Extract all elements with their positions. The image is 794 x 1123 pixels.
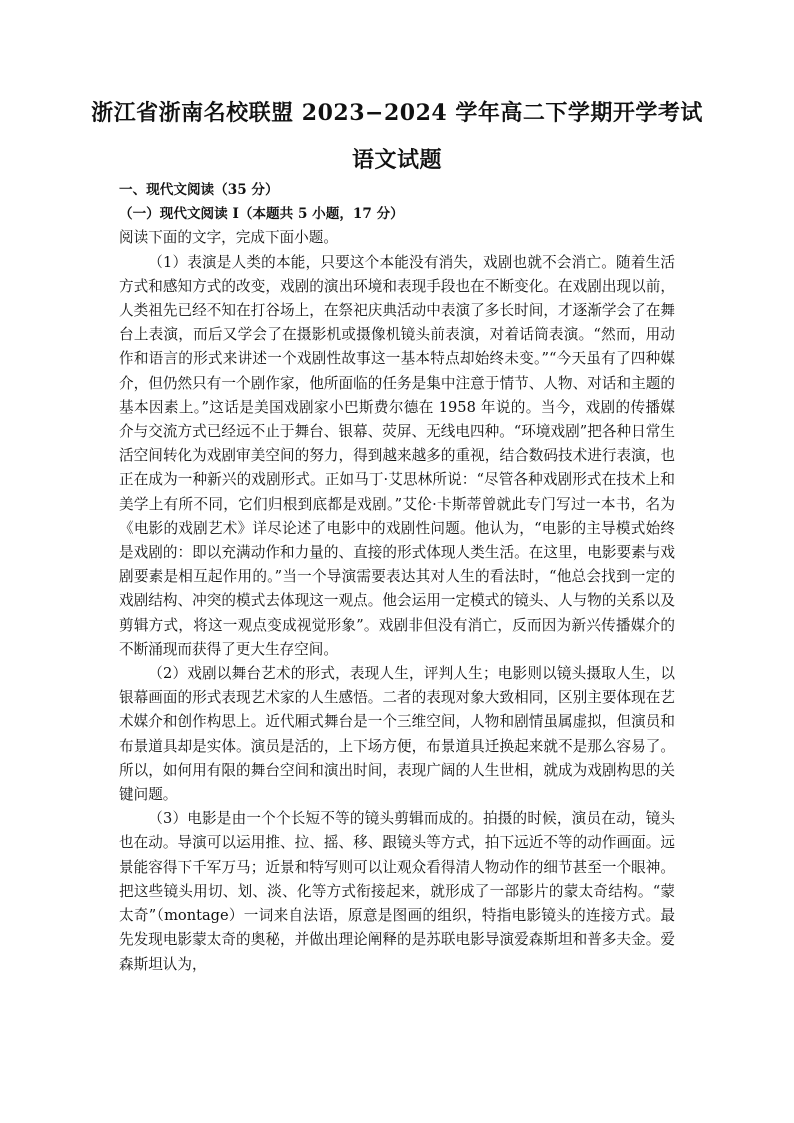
exam-content [119,178,675,977]
paragraph-3: （3）电影是由一个个长短不等的镜头剪辑而成的。拍摄的时候，演员在动，镜头也在动。导演可以运用推、拉、摇、移、跟镜头等方式，拍下远近不等的动作画面。远景能容得下千军万马；近景和特写则可以让观众看得清人物动作的细节甚至一个眼神。把这些镜头用切、划、淡、化等方式衔接起来，就形成了一部影片的蒙太奇结构。“蒙太奇”（montage）一词来自法语，原意是图画的组织，特指电影镜头的连接方式。最先发现电影蒙太奇的奥秘，并做出理论阐释的是苏联电影导演爱森斯坦和普多夫金。爱森斯坦认为， [119,810,675,973]
reading-instruction: 阅读下面的文字，完成下面小题。 [119,229,338,247]
section-heading: 一、现代文阅读（35 分） [119,182,279,198]
paragraph-2: （2）戏剧以舞台艺术的形式，表现人生，评判人生；电影则以镜头摄取人生，以银幕画面的形式表现艺术家的人生感悟。二者的表现对象大致相同，区别主要体现在艺术媒介和创作构思上。近代厢式舞台是一个三维空间，人物和剧情虽属虚拟，但演员和布景道具却是实体。演员是活的，上下场方便，布景道具迁换起来就不是那么容易了。所以，如何用有限的舞台空间和演出时间，表现广阔的人生世相，就成为戏剧构思的关键问题。 [119,665,675,804]
exam-subtitle: 语文试题 [351,147,442,173]
exam-title: 浙江省浙南名校联盟 2023−2024 学年高二下学期开学考试 [91,100,703,126]
subsection-heading: （一）现代文阅读 I（本题共 5 小题，17 分） [119,206,404,223]
paragraph-1: （1）表演是人类的本能，只要这个本能没有消失，戏剧也就不会消亡。随着生活方式和感知方式的改变，戏剧的演出环境和表现手段也在不断变化。在戏剧出现以前，人类祖先已经不知在打谷场上，在祭祀庆典活动中表演了多长时间，才逐渐学会了在舞台上表演，而后又学会了在摄影机或摄像机镜头前表演，对着话筒表演。“然而，用动作和语言的形式来讲述一个戏剧性故事这一基本特点却始终未变。”“今天虽有了四种媒介，但仍然只有一个剧作家，他所面临的任务是集中注意于情节、人物、对话和主题的基本因素上。”这话是美国戏剧家小巴斯费尔德在 1958 年说的。当今，戏剧的传播媒介与交流方式已经远不止于舞台、银幕、荧屏、无线电四种。“环境戏剧”把各种日常生活空间转化为戏剧审美空间的努力，得到越来越多的重视，结合数码技术进行表演，也正在成为一种新兴的戏剧形式。正如马丁·艾思林所说：“尽管各种戏剧形式在技术上和美学上有所不同，它们归根到底都是戏剧。”艾伦·卡斯蒂曾就此专门写过一本书，名为《电影的戏剧艺术》详尽论述了电影中的戏剧性问题。他认为，“电影的主导模式始终是戏剧的：即以充满动作和力量的、直接的形式体现人类生活。在这里，电影要素与戏剧要素是相互起作用的。”当一个导演需要表达其对人生的看法时，“他总会找到一定的戏剧结构、冲突的模式去体现这一观点。他会运用一定模式的镜头、人与物的关系以及剪辑方式，将这一观点变成视觉形象”。戏剧非但没有消亡，反而因为新兴传播媒介的不断涌现而获得了更大生存空间。 [119,253,675,658]
